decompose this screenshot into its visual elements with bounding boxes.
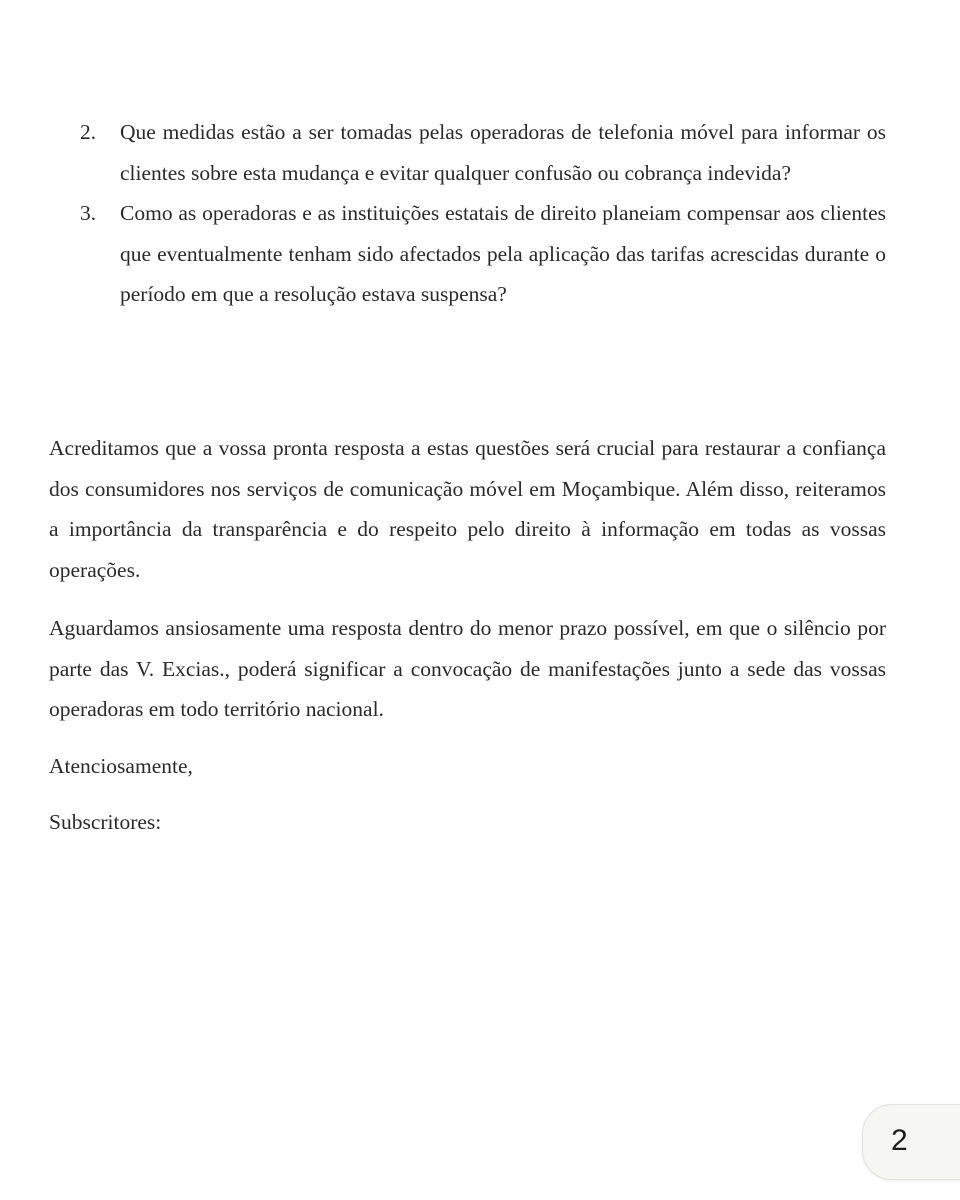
page-number: 2 — [891, 1124, 908, 1157]
signatories-label: Subscritores: — [49, 810, 162, 834]
body-paragraph: Acreditamos que a vossa pronta resposta a estas questões será crucial para restaurar a confiança dos consumidores nos serviços de comunicação móvel em Moçambique. Além disso, reiteramos a importância da transparência e do respeito pelo direito à informação em todas as vossas operações. — [49, 436, 886, 582]
body-paragraph: Aguardamos ansiosamente uma resposta dentro do menor prazo possível, em que o silêncio por parte das V. Excias., poderá significar a convocação de manifestações junto a sede das vossas operadoras em todo território nacional. — [49, 616, 886, 721]
question-text: Como as operadoras e as instituições estatais de direito planeiam compensar aos clientes que eventualmente tenham sido afectados pela aplicação das tarifas acrescidas durante o período em que a resolução estava suspensa? — [120, 201, 886, 306]
question-item — [80, 193, 886, 315]
question-text: Que medidas estão a ser tomadas pelas operadoras de telefonia móvel para informar os clientes sobre esta mudança e evitar qualquer confusão ou cobrança indevida? — [120, 120, 886, 185]
question-number: 2. — [80, 120, 97, 144]
page-number-badge — [862, 1104, 960, 1180]
question-item — [80, 112, 886, 193]
question-number: 3. — [80, 201, 97, 225]
question-list — [80, 112, 886, 315]
closing-salutation: Atenciosamente, — [49, 754, 193, 778]
